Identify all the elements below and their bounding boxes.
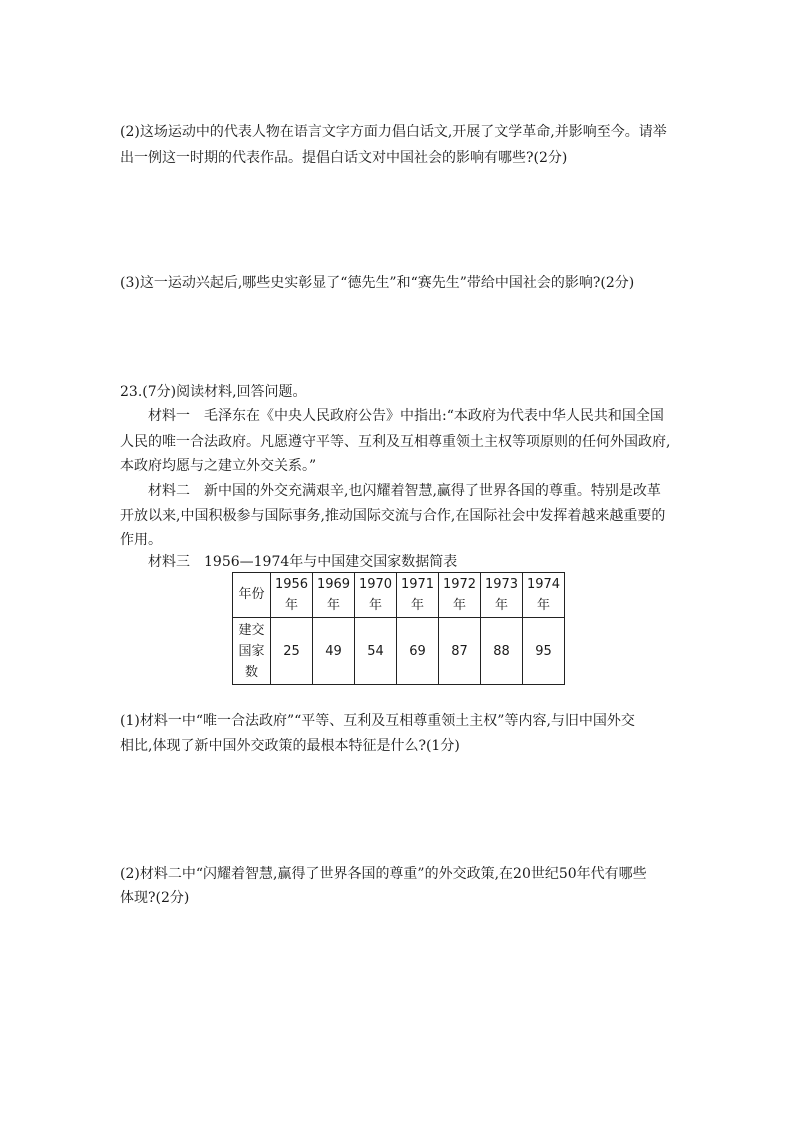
count-cell: 69	[397, 618, 439, 685]
q23-part2-line1: (2)材料二中“闪耀着智慧,赢得了世界各国的尊重”的外交政策,在20世纪50年代有哪些	[120, 866, 647, 882]
material2-line3: 作用。	[120, 532, 162, 548]
material1-line2: 人民的唯一合法政府。凡愿遵守平等、互利及互相尊重领土主权等项原则的任何外国政府,	[120, 434, 671, 450]
year-cell: 1969 年	[313, 573, 355, 618]
table-header-year: 年份	[233, 573, 271, 618]
count-cell: 54	[355, 618, 397, 685]
material1-line1: 材料一 毛泽东在《中央人民政府公告》中指出:“本政府为代表中华人民共和国全国	[148, 408, 664, 424]
count-cell: 25	[271, 618, 313, 685]
q23-header: 23.(7分)阅读材料,回答问题。	[120, 384, 307, 400]
q22-part2-line2: 出一例这一时期的代表作品。提倡白话文对中国社会的影响有哪些?(2分)	[120, 150, 568, 166]
count-cell: 95	[523, 618, 565, 685]
year-cell: 1971 年	[397, 573, 439, 618]
q23-part1-line1: (1)材料一中“唯一合法政府”“平等、互利及互相尊重领土主权”等内容,与旧中国外交	[120, 713, 635, 729]
q22-part2-line1: (2)这场运动中的代表人物在语言文字方面力倡白话文,开展了文学革命,并影响至今。请举	[120, 124, 667, 140]
year-cell: 1973 年	[481, 573, 523, 618]
material1-line3: 本政府均愿与之建立外交关系。”	[120, 458, 317, 474]
material3-label: 材料三 1956—1974年与中国建交国家数据简表	[148, 554, 458, 570]
table-header-count: 建交 国家 数	[233, 618, 271, 685]
table-row-years	[233, 573, 565, 618]
year-cell: 1956 年	[271, 573, 313, 618]
count-cell: 87	[439, 618, 481, 685]
question-22-part3: (3)这一运动兴起后,哪些史实彰显了“德先生”和“赛先生”带给中国社会的影响?(2分)	[120, 275, 635, 291]
q23-part2-line2: 体现?(2分)	[120, 890, 190, 906]
material2-line1: 材料二 新中国的外交充满艰辛,也闪耀着智慧,赢得了世界各国的尊重。特别是改革	[148, 483, 661, 499]
year-cell: 1970 年	[355, 573, 397, 618]
count-cell: 49	[313, 618, 355, 685]
year-cell: 1972 年	[439, 573, 481, 618]
table-row-counts	[233, 618, 565, 685]
count-cell: 88	[481, 618, 523, 685]
material2-line2: 开放以来,中国积极参与国际事务,推动国际交流与合作,在国际社会中发挥着越来越重要的	[120, 508, 666, 524]
diplomatic-relations-table	[232, 572, 565, 685]
year-cell: 1974 年	[523, 573, 565, 618]
q23-part1-line2: 相比,体现了新中国外交政策的最根本特征是什么?(1分)	[120, 738, 460, 754]
